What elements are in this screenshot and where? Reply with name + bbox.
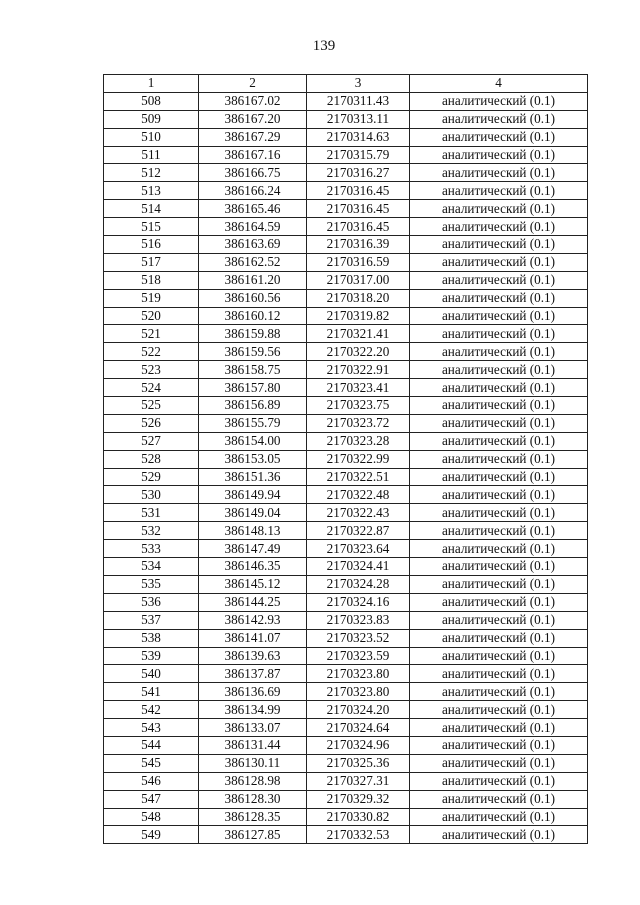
table-row xyxy=(104,307,588,325)
method-cell: аналитический (0.1) xyxy=(410,92,588,110)
y-coordinate-cell: 2170327.31 xyxy=(307,772,410,790)
method-cell: аналитический (0.1) xyxy=(410,540,588,558)
point-number-cell: 544 xyxy=(104,736,199,754)
y-coordinate-cell: 2170332.53 xyxy=(307,826,410,844)
table-row xyxy=(104,701,588,719)
x-coordinate-cell: 386165.46 xyxy=(199,200,307,218)
table-body xyxy=(104,92,588,843)
x-coordinate-cell: 386154.00 xyxy=(199,432,307,450)
table-row xyxy=(104,683,588,701)
method-cell: аналитический (0.1) xyxy=(410,218,588,236)
y-coordinate-cell: 2170324.41 xyxy=(307,558,410,576)
method-cell: аналитический (0.1) xyxy=(410,593,588,611)
point-number-cell: 547 xyxy=(104,790,199,808)
y-coordinate-cell: 2170316.39 xyxy=(307,236,410,254)
y-coordinate-cell: 2170322.99 xyxy=(307,450,410,468)
point-number-cell: 510 xyxy=(104,128,199,146)
y-coordinate-cell: 2170322.48 xyxy=(307,486,410,504)
point-number-cell: 508 xyxy=(104,92,199,110)
x-coordinate-cell: 386163.69 xyxy=(199,236,307,254)
method-cell: аналитический (0.1) xyxy=(410,611,588,629)
x-coordinate-cell: 386145.12 xyxy=(199,575,307,593)
y-coordinate-cell: 2170319.82 xyxy=(307,307,410,325)
point-number-cell: 515 xyxy=(104,218,199,236)
point-number-cell: 536 xyxy=(104,593,199,611)
point-number-cell: 530 xyxy=(104,486,199,504)
point-number-cell: 511 xyxy=(104,146,199,164)
column-header-2: 2 xyxy=(199,75,307,93)
table-row xyxy=(104,522,588,540)
x-coordinate-cell: 386139.63 xyxy=(199,647,307,665)
y-coordinate-cell: 2170323.64 xyxy=(307,540,410,558)
method-cell: аналитический (0.1) xyxy=(410,182,588,200)
table-row xyxy=(104,450,588,468)
point-number-cell: 537 xyxy=(104,611,199,629)
point-number-cell: 549 xyxy=(104,826,199,844)
point-number-cell: 528 xyxy=(104,450,199,468)
table-header-row xyxy=(104,75,588,93)
x-coordinate-cell: 386155.79 xyxy=(199,414,307,432)
method-cell: аналитический (0.1) xyxy=(410,414,588,432)
method-cell: аналитический (0.1) xyxy=(410,271,588,289)
x-coordinate-cell: 386167.20 xyxy=(199,110,307,128)
x-coordinate-cell: 386166.24 xyxy=(199,182,307,200)
table-row xyxy=(104,164,588,182)
table-row xyxy=(104,182,588,200)
point-number-cell: 523 xyxy=(104,361,199,379)
table-row xyxy=(104,200,588,218)
y-coordinate-cell: 2170324.28 xyxy=(307,575,410,593)
y-coordinate-cell: 2170329.32 xyxy=(307,790,410,808)
point-number-cell: 519 xyxy=(104,289,199,307)
x-coordinate-cell: 386136.69 xyxy=(199,683,307,701)
column-header-4: 4 xyxy=(410,75,588,93)
point-number-cell: 531 xyxy=(104,504,199,522)
method-cell: аналитический (0.1) xyxy=(410,110,588,128)
x-coordinate-cell: 386167.29 xyxy=(199,128,307,146)
point-number-cell: 514 xyxy=(104,200,199,218)
table-row xyxy=(104,575,588,593)
y-coordinate-cell: 2170324.20 xyxy=(307,701,410,719)
x-coordinate-cell: 386153.05 xyxy=(199,450,307,468)
point-number-cell: 509 xyxy=(104,110,199,128)
method-cell: аналитический (0.1) xyxy=(410,379,588,397)
point-number-cell: 541 xyxy=(104,683,199,701)
y-coordinate-cell: 2170323.83 xyxy=(307,611,410,629)
x-coordinate-cell: 386160.56 xyxy=(199,289,307,307)
method-cell: аналитический (0.1) xyxy=(410,772,588,790)
y-coordinate-cell: 2170316.45 xyxy=(307,218,410,236)
y-coordinate-cell: 2170316.59 xyxy=(307,253,410,271)
table-row xyxy=(104,558,588,576)
method-cell: аналитический (0.1) xyxy=(410,665,588,683)
method-cell: аналитический (0.1) xyxy=(410,361,588,379)
method-cell: аналитический (0.1) xyxy=(410,236,588,254)
y-coordinate-cell: 2170316.45 xyxy=(307,200,410,218)
method-cell: аналитический (0.1) xyxy=(410,522,588,540)
x-coordinate-cell: 386134.99 xyxy=(199,701,307,719)
x-coordinate-cell: 386142.93 xyxy=(199,611,307,629)
point-number-cell: 524 xyxy=(104,379,199,397)
table-row xyxy=(104,540,588,558)
x-coordinate-cell: 386137.87 xyxy=(199,665,307,683)
x-coordinate-cell: 386148.13 xyxy=(199,522,307,540)
y-coordinate-cell: 2170317.00 xyxy=(307,271,410,289)
point-number-cell: 548 xyxy=(104,808,199,826)
point-number-cell: 516 xyxy=(104,236,199,254)
column-header-1: 1 xyxy=(104,75,199,93)
table-row xyxy=(104,486,588,504)
x-coordinate-cell: 386149.04 xyxy=(199,504,307,522)
y-coordinate-cell: 2170323.41 xyxy=(307,379,410,397)
y-coordinate-cell: 2170315.79 xyxy=(307,146,410,164)
table-row xyxy=(104,826,588,844)
point-number-cell: 543 xyxy=(104,719,199,737)
table-row xyxy=(104,289,588,307)
x-coordinate-cell: 386133.07 xyxy=(199,719,307,737)
y-coordinate-cell: 2170324.16 xyxy=(307,593,410,611)
point-number-cell: 512 xyxy=(104,164,199,182)
y-coordinate-cell: 2170322.43 xyxy=(307,504,410,522)
x-coordinate-cell: 386162.52 xyxy=(199,253,307,271)
point-number-cell: 538 xyxy=(104,629,199,647)
method-cell: аналитический (0.1) xyxy=(410,343,588,361)
y-coordinate-cell: 2170323.52 xyxy=(307,629,410,647)
table-row xyxy=(104,432,588,450)
y-coordinate-cell: 2170314.63 xyxy=(307,128,410,146)
point-number-cell: 518 xyxy=(104,271,199,289)
table-row xyxy=(104,271,588,289)
method-cell: аналитический (0.1) xyxy=(410,558,588,576)
y-coordinate-cell: 2170325.36 xyxy=(307,754,410,772)
method-cell: аналитический (0.1) xyxy=(410,164,588,182)
point-number-cell: 534 xyxy=(104,558,199,576)
method-cell: аналитический (0.1) xyxy=(410,647,588,665)
x-coordinate-cell: 386128.35 xyxy=(199,808,307,826)
x-coordinate-cell: 386159.56 xyxy=(199,343,307,361)
table-row xyxy=(104,146,588,164)
y-coordinate-cell: 2170323.80 xyxy=(307,665,410,683)
x-coordinate-cell: 386160.12 xyxy=(199,307,307,325)
y-coordinate-cell: 2170324.64 xyxy=(307,719,410,737)
page-number: 139 xyxy=(312,38,336,54)
table-row xyxy=(104,343,588,361)
method-cell: аналитический (0.1) xyxy=(410,307,588,325)
point-number-cell: 529 xyxy=(104,468,199,486)
table-row xyxy=(104,611,588,629)
y-coordinate-cell: 2170323.59 xyxy=(307,647,410,665)
x-coordinate-cell: 386131.44 xyxy=(199,736,307,754)
x-coordinate-cell: 386147.49 xyxy=(199,540,307,558)
y-coordinate-cell: 2170324.96 xyxy=(307,736,410,754)
point-number-cell: 525 xyxy=(104,397,199,415)
table-row xyxy=(104,754,588,772)
method-cell: аналитический (0.1) xyxy=(410,128,588,146)
x-coordinate-cell: 386127.85 xyxy=(199,826,307,844)
point-number-cell: 526 xyxy=(104,414,199,432)
coordinates-table xyxy=(103,74,588,844)
table-row xyxy=(104,593,588,611)
x-coordinate-cell: 386128.30 xyxy=(199,790,307,808)
x-coordinate-cell: 386167.16 xyxy=(199,146,307,164)
method-cell: аналитический (0.1) xyxy=(410,253,588,271)
table-row xyxy=(104,736,588,754)
table-row xyxy=(104,128,588,146)
point-number-cell: 540 xyxy=(104,665,199,683)
method-cell: аналитический (0.1) xyxy=(410,808,588,826)
method-cell: аналитический (0.1) xyxy=(410,826,588,844)
method-cell: аналитический (0.1) xyxy=(410,736,588,754)
x-coordinate-cell: 386146.35 xyxy=(199,558,307,576)
table-row xyxy=(104,719,588,737)
x-coordinate-cell: 386130.11 xyxy=(199,754,307,772)
method-cell: аналитический (0.1) xyxy=(410,790,588,808)
point-number-cell: 545 xyxy=(104,754,199,772)
table-row xyxy=(104,629,588,647)
method-cell: аналитический (0.1) xyxy=(410,146,588,164)
table-row xyxy=(104,647,588,665)
column-header-3: 3 xyxy=(307,75,410,93)
method-cell: аналитический (0.1) xyxy=(410,754,588,772)
method-cell: аналитический (0.1) xyxy=(410,289,588,307)
point-number-cell: 542 xyxy=(104,701,199,719)
x-coordinate-cell: 386166.75 xyxy=(199,164,307,182)
x-coordinate-cell: 386164.59 xyxy=(199,218,307,236)
y-coordinate-cell: 2170316.45 xyxy=(307,182,410,200)
method-cell: аналитический (0.1) xyxy=(410,325,588,343)
x-coordinate-cell: 386159.88 xyxy=(199,325,307,343)
method-cell: аналитический (0.1) xyxy=(410,504,588,522)
point-number-cell: 517 xyxy=(104,253,199,271)
y-coordinate-cell: 2170323.72 xyxy=(307,414,410,432)
table-row xyxy=(104,325,588,343)
method-cell: аналитический (0.1) xyxy=(410,629,588,647)
x-coordinate-cell: 386151.36 xyxy=(199,468,307,486)
y-coordinate-cell: 2170313.11 xyxy=(307,110,410,128)
point-number-cell: 539 xyxy=(104,647,199,665)
table-row xyxy=(104,253,588,271)
table-row xyxy=(104,414,588,432)
table-row xyxy=(104,361,588,379)
y-coordinate-cell: 2170321.41 xyxy=(307,325,410,343)
point-number-cell: 522 xyxy=(104,343,199,361)
method-cell: аналитический (0.1) xyxy=(410,575,588,593)
method-cell: аналитический (0.1) xyxy=(410,701,588,719)
table-row xyxy=(104,110,588,128)
y-coordinate-cell: 2170323.75 xyxy=(307,397,410,415)
point-number-cell: 521 xyxy=(104,325,199,343)
table-row xyxy=(104,92,588,110)
point-number-cell: 513 xyxy=(104,182,199,200)
point-number-cell: 535 xyxy=(104,575,199,593)
point-number-cell: 527 xyxy=(104,432,199,450)
y-coordinate-cell: 2170323.80 xyxy=(307,683,410,701)
y-coordinate-cell: 2170318.20 xyxy=(307,289,410,307)
point-number-cell: 546 xyxy=(104,772,199,790)
y-coordinate-cell: 2170323.28 xyxy=(307,432,410,450)
y-coordinate-cell: 2170322.51 xyxy=(307,468,410,486)
method-cell: аналитический (0.1) xyxy=(410,432,588,450)
table-row xyxy=(104,790,588,808)
table-row xyxy=(104,808,588,826)
y-coordinate-cell: 2170311.43 xyxy=(307,92,410,110)
x-coordinate-cell: 386167.02 xyxy=(199,92,307,110)
method-cell: аналитический (0.1) xyxy=(410,683,588,701)
x-coordinate-cell: 386144.25 xyxy=(199,593,307,611)
table-row xyxy=(104,504,588,522)
method-cell: аналитический (0.1) xyxy=(410,450,588,468)
table-row xyxy=(104,468,588,486)
method-cell: аналитический (0.1) xyxy=(410,719,588,737)
x-coordinate-cell: 386161.20 xyxy=(199,271,307,289)
table-row xyxy=(104,772,588,790)
table-row xyxy=(104,379,588,397)
point-number-cell: 520 xyxy=(104,307,199,325)
x-coordinate-cell: 386149.94 xyxy=(199,486,307,504)
table-row xyxy=(104,236,588,254)
y-coordinate-cell: 2170322.20 xyxy=(307,343,410,361)
y-coordinate-cell: 2170330.82 xyxy=(307,808,410,826)
method-cell: аналитический (0.1) xyxy=(410,486,588,504)
table-row xyxy=(104,218,588,236)
x-coordinate-cell: 386156.89 xyxy=(199,397,307,415)
y-coordinate-cell: 2170316.27 xyxy=(307,164,410,182)
point-number-cell: 532 xyxy=(104,522,199,540)
method-cell: аналитический (0.1) xyxy=(410,397,588,415)
x-coordinate-cell: 386141.07 xyxy=(199,629,307,647)
x-coordinate-cell: 386128.98 xyxy=(199,772,307,790)
x-coordinate-cell: 386158.75 xyxy=(199,361,307,379)
y-coordinate-cell: 2170322.87 xyxy=(307,522,410,540)
y-coordinate-cell: 2170322.91 xyxy=(307,361,410,379)
point-number-cell: 533 xyxy=(104,540,199,558)
table-row xyxy=(104,397,588,415)
x-coordinate-cell: 386157.80 xyxy=(199,379,307,397)
method-cell: аналитический (0.1) xyxy=(410,200,588,218)
table-row xyxy=(104,665,588,683)
method-cell: аналитический (0.1) xyxy=(410,468,588,486)
